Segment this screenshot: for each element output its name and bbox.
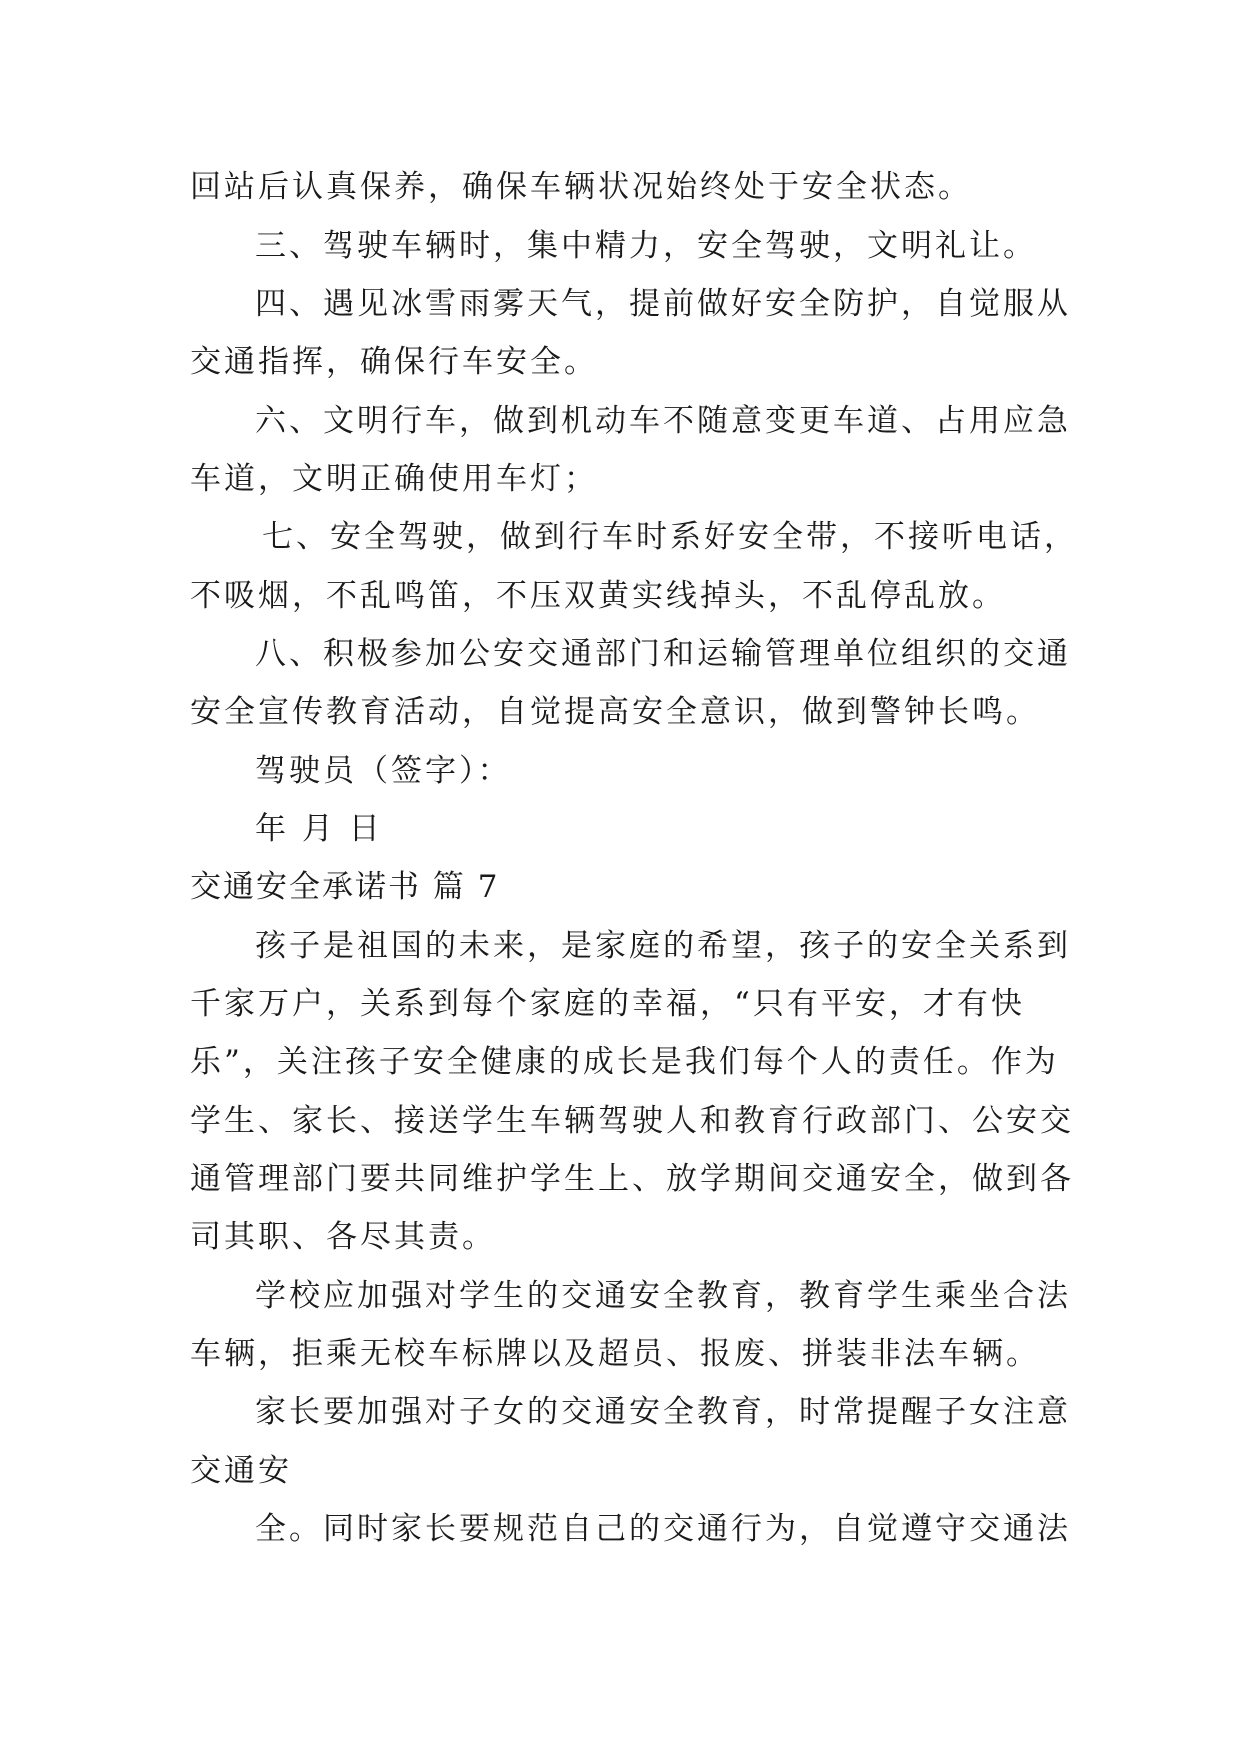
text-line: 回站后认真保养，确保车辆状况始终处于安全状态。 — [190, 169, 972, 205]
section-heading: 交通安全承诺书 篇 7 — [190, 869, 500, 905]
text-line: 通管理部门要共同维护学生上、放学期间交通安全，做到各 — [190, 1161, 1074, 1197]
text-line: 交通指挥，确保行车安全。 — [190, 344, 598, 380]
text-line: 八、积极参加公安交通部门和运输管理单位组织的交通 — [255, 636, 1071, 672]
signature-label: 驾驶员（签字）： — [255, 753, 512, 789]
text-line: 车道，文明正确使用车灯； — [190, 461, 598, 497]
text-line: 司其职、各尽其责。 — [190, 1219, 496, 1255]
text-line: 不吸烟，不乱鸣笛，不压双黄实线掉头，不乱停乱放。 — [190, 578, 1006, 614]
text-line: 家长要加强对子女的交通安全教育，时常提醒子女注意 — [255, 1394, 1071, 1430]
text-line: 千家万户，关系到每个家庭的幸福，“只有平安，才有快 — [190, 986, 1025, 1022]
text-line: 孩子是祖国的未来，是家庭的希望，孩子的安全关系到 — [255, 928, 1071, 964]
text-line: 乐”，关注孩子安全健康的成长是我们每个人的责任。作为 — [190, 1044, 1059, 1080]
text-line: 七、安全驾驶，做到行车时系好安全带，不接听电话， — [262, 519, 1078, 555]
date-line: 年 月 日 — [255, 811, 383, 847]
text-line: 车辆，拒乘无校车标牌以及超员、报废、拼装非法车辆。 — [190, 1336, 1040, 1372]
text-line: 四、遇见冰雪雨雾天气，提前做好安全防护，自觉服从 — [255, 286, 1071, 322]
text-line: 安全宣传教育活动，自觉提高安全意识，做到警钟长鸣。 — [190, 694, 1040, 730]
text-line: 学生、家长、接送学生车辆驾驶人和教育行政部门、公安交 — [190, 1103, 1074, 1139]
text-line: 全。同时家长要规范自己的交通行为，自觉遵守交通法 — [255, 1511, 1071, 1547]
text-line: 交通安 — [190, 1453, 292, 1489]
text-line: 六、文明行车，做到机动车不随意变更车道、占用应急 — [255, 403, 1071, 439]
text-line: 学校应加强对学生的交通安全教育，教育学生乘坐合法 — [255, 1278, 1071, 1314]
text-line: 三、驾驶车辆时，集中精力，安全驾驶，文明礼让。 — [255, 228, 1037, 264]
